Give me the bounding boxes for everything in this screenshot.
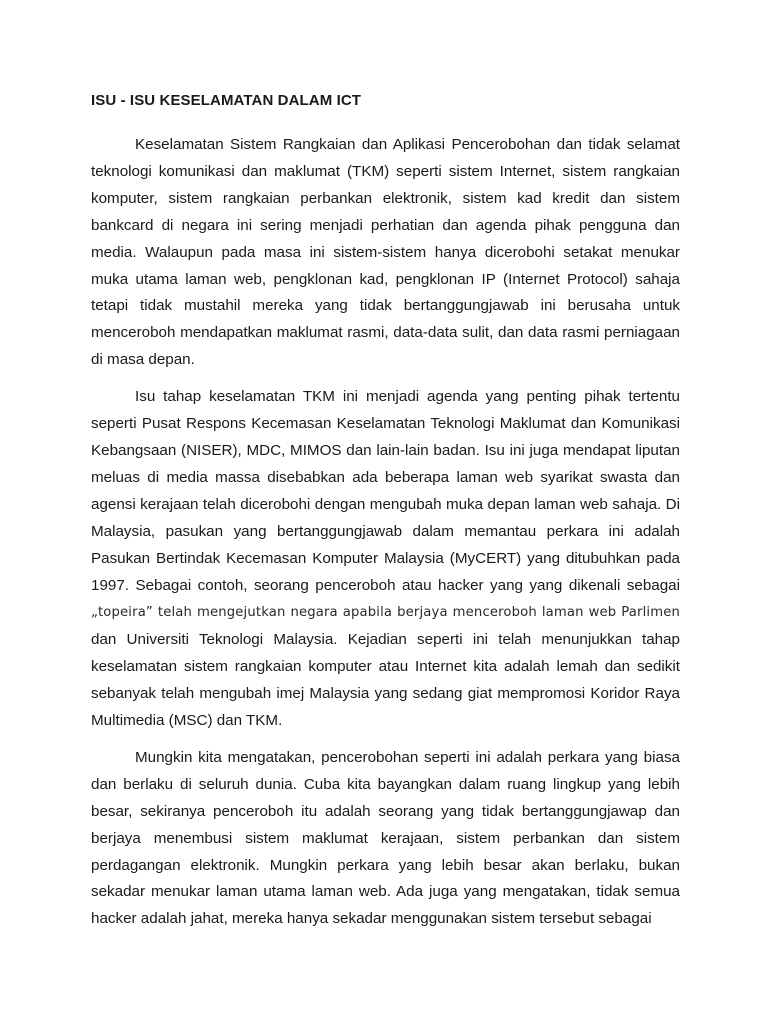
paragraph-2-text-after: dan Universiti Teknologi Malaysia. Kejadian seperti ini telah menunjukkan tahap keselamatan sistem rangkaian komputer atau Internet kita adalah lemah dan sedikit sebanyak telah mengubah imej Malaysia yang sedang giat mempromosi Koridor Raya Multimedia (MSC) dan TKM.: [91, 631, 680, 730]
paragraph-2-text-before: Isu tahap keselamatan TKM ini menjadi agenda yang penting pihak tertentu seperti Pusat Respons Kecemasan Keselamatan Teknologi Maklumat dan Komunikasi Kebangsaan (NISER), MDC, MIMOS dan lain-lain badan. Isu ini juga mendapat liputan meluas di media massa disebabkan ada beberapa laman web syarikat swasta dan agensi kerajaan telah dicerobohi dengan mengubah muka depan laman web sahaja. Di Malaysia, pasukan yang bertanggungjawab dalam memantau perkara ini adalah Pasukan Bertindak Kecemasan Komputer Malaysia (MyCERT) yang ditubuhkan pada 1997. Sebagai contoh, seorang penceroboh atau hacker yang yang dikenali sebagai: [91, 388, 680, 594]
paragraph-2: [91, 384, 680, 735]
document-body: [91, 88, 680, 933]
paragraph-1: Keselamatan Sistem Rangkaian dan Aplikasi Pencerobohan dan tidak selamat teknologi komunikasi dan maklumat (TKM) seperti sistem Internet, sistem rangkaian komputer, sistem rangkaian perbankan elektronik, sistem kad kredit dan sistem bankcard di negara ini sering menjadi perhatian dan agenda pihak pengguna dan media. Walaupun pada masa ini sistem-sistem hanya dicerobohi setakat menukar muka utama laman web, pengklonan kad, pengklonan IP (Internet Protocol) sahaja tetapi tidak mustahil mereka yang tidak bertanggungjawab ini berusaha untuk menceroboh mendapatkan maklumat rasmi, data-data sulit, dan data rasmi perniagaan di masa depan.: [91, 136, 680, 369]
paragraph-2-quote-segment: „topeira” telah mengejutkan negara apabila berjaya menceroboh laman web Parlimen: [91, 605, 680, 621]
paragraph-3: Mungkin kita mengatakan, pencerobohan seperti ini adalah perkara yang biasa dan berlaku di seluruh dunia. Cuba kita bayangkan dalam ruang lingkup yang lebih besar, sekiranya penceroboh itu adalah seorang yang tidak bertanggungjawap dan berjaya menembusi sistem maklumat kerajaan, sistem perbankan dan sistem perdagangan elektronik. Mungkin perkara yang lebih besar akan berlaku, bukan sekadar menukar laman utama laman web. Ada juga yang mengatakan, tidak semua hacker adalah jahat, mereka hanya sekadar menggunakan sistem tersebut sebagai: [91, 748, 680, 928]
document-title: ISU - ISU KESELAMATAN DALAM ICT: [91, 92, 362, 109]
